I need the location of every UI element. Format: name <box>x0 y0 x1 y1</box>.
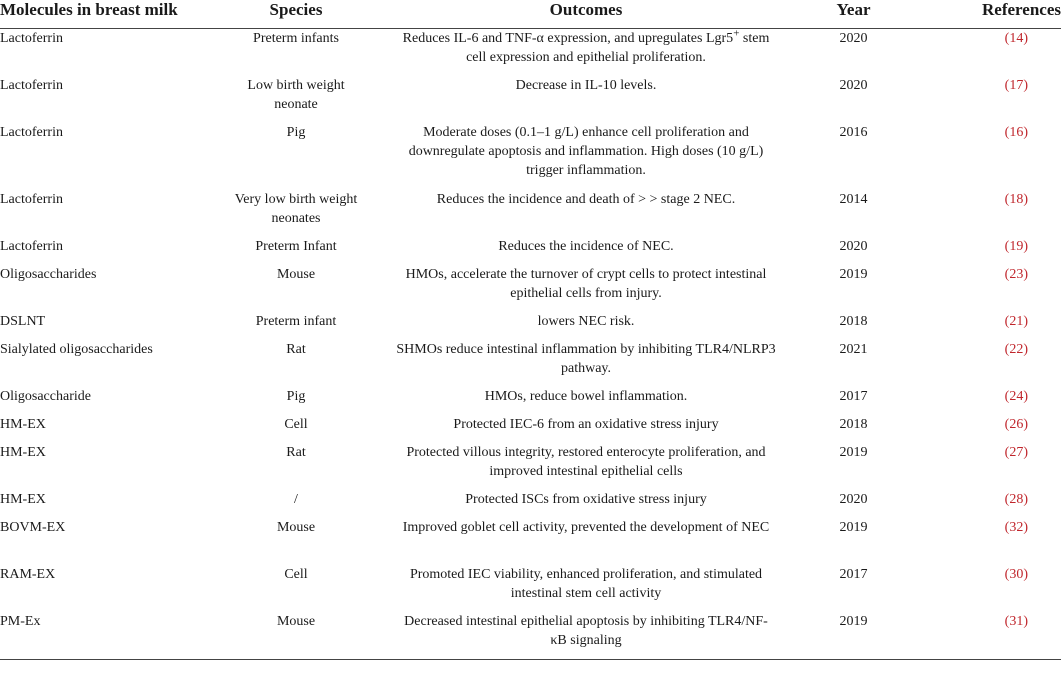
table-row <box>0 443 1061 490</box>
table-row <box>0 190 1061 237</box>
cell-outcome: SHMOs reduce intestinal inflammation by inhibiting TLR4/NLRP3 pathway. <box>396 341 776 376</box>
reference-link[interactable]: 27 <box>1009 444 1024 460</box>
table-row <box>0 76 1061 123</box>
reference-link[interactable]: 31 <box>1009 613 1024 629</box>
reference-close-paren: ) <box>1023 519 1028 535</box>
cell-species: Mouse <box>276 519 316 535</box>
header-references: References <box>901 0 1061 29</box>
cell-molecule: HM-EX <box>0 444 46 460</box>
cell-molecule: PM-Ex <box>0 612 226 660</box>
cell-outcome: HMOs, reduce bowel inflammation. <box>484 388 688 404</box>
cell-outcome: Reduces the incidence of NEC. <box>498 238 674 254</box>
reference-open-paren: ( <box>1004 519 1010 535</box>
reference-open-paren: ( <box>1004 416 1010 432</box>
cell-year: 2020 <box>839 238 868 254</box>
cell-year: 2018 <box>839 313 868 329</box>
cell-outcome: Reduces the incidence and death of > > stage 2 NEC. <box>436 191 736 207</box>
cell-outcome: Moderate doses (0.1–1 g/L) enhance cell proliferation and downregulate apoptosis and inflammation. High doses (10 g/L) trigger inflammation. <box>408 124 764 178</box>
table-row <box>0 123 1061 190</box>
cell-year: 2014 <box>839 191 868 207</box>
reference-link[interactable]: 23 <box>1009 266 1024 282</box>
cell-species: Preterm Infant <box>255 238 337 254</box>
cell-outcome: Decrease in IL-10 levels. <box>515 77 657 93</box>
cell-reference <box>901 312 1061 340</box>
reference-open-paren: ( <box>1004 266 1010 282</box>
cell-molecule: HM-EX <box>0 416 46 432</box>
reference-close-paren: ) <box>1023 266 1028 282</box>
cell-year: 2020 <box>839 491 868 507</box>
reference-link[interactable]: 24 <box>1009 388 1024 404</box>
cell-year: 2017 <box>839 566 868 582</box>
reference-link[interactable]: 17 <box>1009 77 1024 93</box>
cell-outcome: lowers NEC risk. <box>537 313 635 329</box>
table-row <box>0 565 1061 612</box>
reference-close-paren: ) <box>1023 491 1028 507</box>
cell-reference <box>901 237 1061 265</box>
reference-close-paren: ) <box>1023 31 1028 46</box>
cell-species: Pig <box>286 124 306 140</box>
reference-link[interactable]: 16 <box>1009 124 1024 140</box>
cell-species: Mouse <box>226 612 366 660</box>
reference-open-paren: ( <box>1004 341 1010 357</box>
reference-close-paren: ) <box>1023 444 1028 460</box>
cell-molecule: Lactoferrin <box>0 191 63 207</box>
table-row <box>0 415 1061 443</box>
reference-link[interactable]: 26 <box>1009 416 1024 432</box>
reference-link[interactable]: 32 <box>1009 519 1024 535</box>
cell-reference <box>901 265 1061 312</box>
reference-link[interactable]: 28 <box>1009 491 1024 507</box>
cell-outcome: Improved goblet cell activity, prevented the development of NEC <box>402 519 770 535</box>
header-row <box>0 0 1061 29</box>
table-row <box>0 265 1061 312</box>
cell-year: 2017 <box>839 388 868 404</box>
cell-reference <box>901 612 1061 660</box>
cell-year: 2021 <box>839 341 868 357</box>
cell-year: 2019 <box>839 444 868 460</box>
cell-molecule: Lactoferrin <box>0 238 63 254</box>
table-row <box>0 29 1061 76</box>
cell-species: Preterm infant <box>255 313 337 329</box>
reference-open-paren: ( <box>1004 191 1010 207</box>
reference-link[interactable]: 30 <box>1009 566 1024 582</box>
cell-year: 2019 <box>839 519 868 535</box>
cell-molecule: DSLNT <box>0 313 46 329</box>
cell-species: Rat <box>286 444 306 460</box>
cell-species: Very low birth weight neonates <box>234 191 358 226</box>
cell-outcome: Promoted IEC viability, enhanced proliferation, and stimulated intestinal stem cell activity <box>409 566 763 601</box>
cell-molecule: Oligosaccharides <box>0 266 97 282</box>
cell-reference <box>901 387 1061 415</box>
reference-close-paren: ) <box>1023 341 1028 357</box>
reference-open-paren: ( <box>1004 444 1010 460</box>
reference-close-paren: ) <box>1023 566 1028 582</box>
cell-molecule: RAM-EX <box>0 566 56 582</box>
cell-molecule: Lactoferrin <box>0 77 63 93</box>
cell-reference <box>901 123 1061 190</box>
cell-outcome: Protected villous integrity, restored enterocyte proliferation, and improved intestinal epithelial cells <box>406 444 766 479</box>
cell-reference <box>901 565 1061 612</box>
cell-outcome: HMOs, accelerate the turnover of crypt cells to protect intestinal epithelial cells from injury. <box>405 266 767 301</box>
cell-reference <box>901 190 1061 237</box>
reference-close-paren: ) <box>1023 238 1028 254</box>
table-row <box>0 312 1061 340</box>
reference-open-paren: ( <box>1004 566 1010 582</box>
cell-molecule: Sialylated oligosaccharides <box>0 341 153 357</box>
cell-reference <box>901 415 1061 443</box>
cell-molecule: Lactoferrin <box>0 124 63 140</box>
cell-reference <box>901 518 1061 565</box>
table-row <box>0 490 1061 518</box>
cell-reference <box>901 76 1061 123</box>
reference-open-paren: ( <box>1004 491 1010 507</box>
reference-link[interactable]: 22 <box>1009 341 1024 357</box>
cell-molecule: Lactoferrin <box>0 31 63 46</box>
reference-open-paren: ( <box>1004 77 1010 93</box>
reference-link[interactable]: 21 <box>1009 313 1024 329</box>
table-row <box>0 387 1061 415</box>
cell-species: Rat <box>286 341 306 357</box>
cell-outcome <box>366 29 806 76</box>
outcome-text: Reduces IL-6 and TNF-α expression, and upregulates Lgr5 <box>402 31 734 46</box>
cell-species: Preterm infants <box>253 31 339 46</box>
header-species: Species <box>226 0 366 29</box>
reference-close-paren: ) <box>1023 124 1028 140</box>
reference-open-paren: ( <box>1004 313 1010 329</box>
header-outcomes: Outcomes <box>366 0 806 29</box>
cell-species: Cell <box>284 416 308 432</box>
table-body <box>0 29 1061 660</box>
outcome-superscript: + <box>733 27 740 40</box>
cell-year: 2020 <box>839 77 868 93</box>
cell-species: Cell <box>284 566 308 582</box>
table-row <box>0 237 1061 265</box>
cell-outcome: Decreased intestinal epithelial apoptosis by inhibiting TLR4/NF-κB signaling <box>366 612 806 660</box>
cell-species: Pig <box>286 388 306 404</box>
cell-reference <box>901 29 1061 76</box>
cell-reference <box>901 490 1061 518</box>
header-molecules: Molecules in breast milk <box>0 0 226 29</box>
cell-year: 2019 <box>806 612 901 660</box>
cell-molecule: BOVM-EX <box>0 519 66 535</box>
header-year: Year <box>806 0 901 29</box>
cell-year: 2020 <box>839 31 868 46</box>
cell-reference <box>901 340 1061 387</box>
cell-molecule: HM-EX <box>0 491 46 507</box>
cell-year: 2018 <box>839 416 868 432</box>
cell-molecule: Oligosaccharide <box>0 388 91 404</box>
cell-species: Mouse <box>276 266 316 282</box>
reference-close-paren: ) <box>1023 613 1028 629</box>
reference-open-paren: ( <box>1004 31 1010 46</box>
reference-link[interactable]: 18 <box>1009 191 1024 207</box>
cell-year: 2019 <box>839 266 868 282</box>
reference-open-paren: ( <box>1004 238 1010 254</box>
reference-close-paren: ) <box>1023 416 1028 432</box>
reference-open-paren: ( <box>1004 613 1010 629</box>
table-row <box>0 340 1061 387</box>
cell-species: / <box>294 491 298 507</box>
reference-open-paren: ( <box>1004 388 1010 404</box>
cell-year: 2016 <box>839 124 868 140</box>
cell-reference <box>901 443 1061 490</box>
reference-open-paren: ( <box>1004 124 1010 140</box>
cell-outcome: Protected IEC-6 from an oxidative stress injury <box>453 416 719 432</box>
reference-link[interactable]: 19 <box>1009 238 1024 254</box>
reference-close-paren: ) <box>1023 77 1028 93</box>
reference-close-paren: ) <box>1023 191 1028 207</box>
reference-link[interactable]: 14 <box>1009 31 1024 46</box>
cell-species: Low birth weight neonate <box>247 77 345 112</box>
cell-outcome: Protected ISCs from oxidative stress injury <box>465 491 707 507</box>
outcome-text: stem cell expression and epithelial proliferation. <box>466 31 770 65</box>
reference-close-paren: ) <box>1023 313 1028 329</box>
table-row <box>0 612 1061 660</box>
reference-close-paren: ) <box>1023 388 1028 404</box>
table-row <box>0 518 1061 565</box>
